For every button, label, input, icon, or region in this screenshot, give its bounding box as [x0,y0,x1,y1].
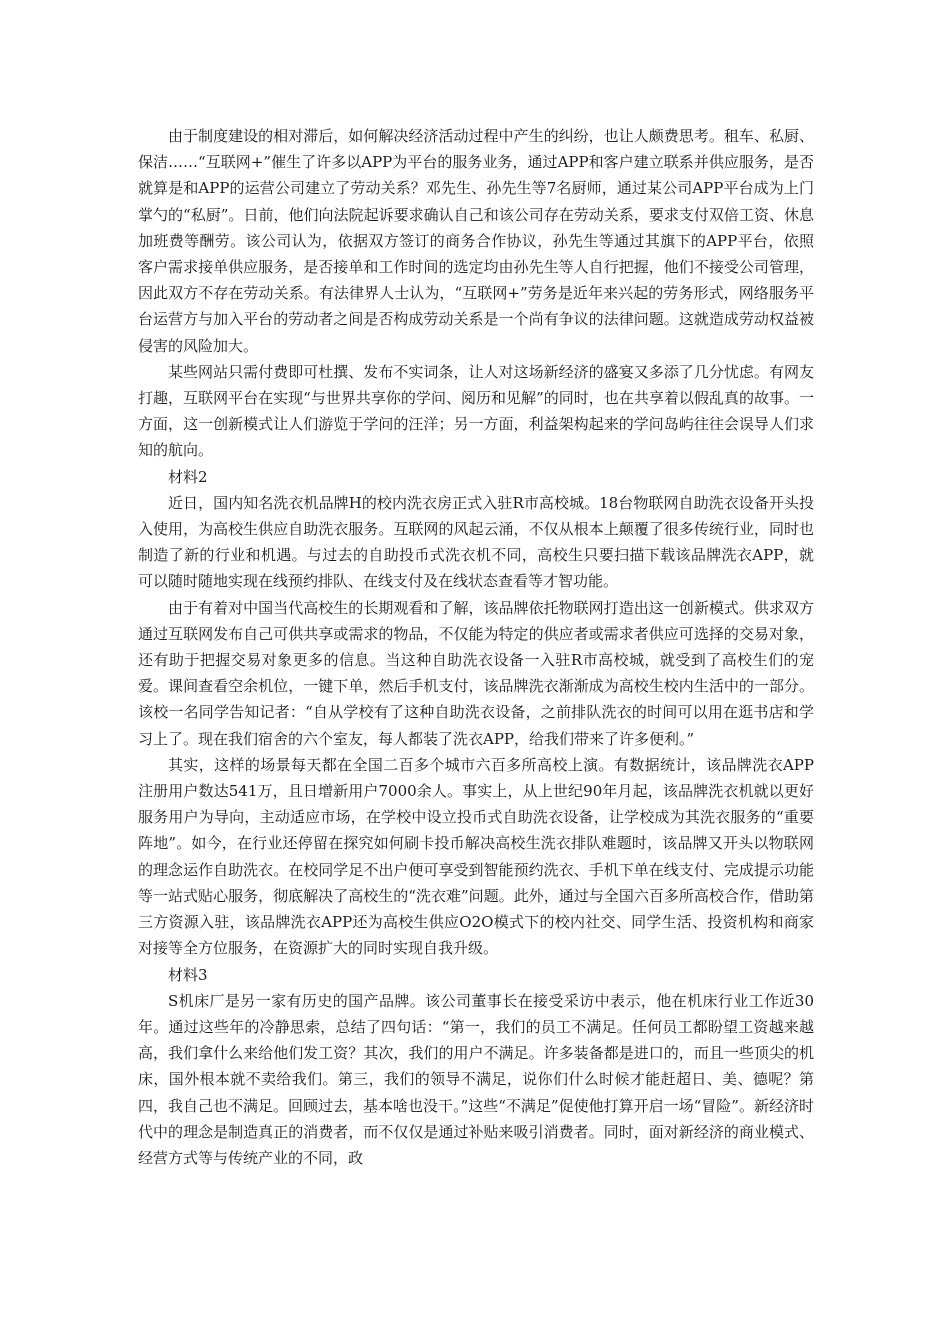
document-body [138,123,814,1171]
paragraph-laundry-model: 由于有着对中国当代高校生的长期观看和了解，该品牌依托物联网打造出这一创新模式。供求双方通过互联网发布自己可供共享或需求的物品，不仅能为特定的供应者或需求者供应可选择的交易对象，还有助于把握交易对象更多的信息。当这种自助洗衣设备一入驻R市高校城，就受到了高校生们的宠爱。课间查看空余机位，一键下单，然后手机支付，该品牌洗衣渐渐成为高校生校内生活中的一部分。该校一名同学告知记者：“自从学校有了这种自助洗衣设备，之前排队洗衣的时间可以用在逛书店和学习上了。现在我们宿舍的六个室友，每人都装了洗衣APP，给我们带来了许多便利。” [138,598,814,748]
section-heading-material-2: 材料2 [168,467,208,486]
paragraph-laundry-intro: 近日，国内知名洗衣机品牌H的校内洗衣房正式入驻R市高校城。18台物联网自助洗衣设备开头投入使用，为高校生供应自助洗衣服务。互联网的风起云涌，不仅从根本上颠覆了很多传统行业，同时也制造了新的行业和机遇。与过去的自助投币式洗衣机不同，高校生只要扫描下载该品牌洗衣APP，就可以随时随地实现在线预约排队、在线支付及在线状态查看等才智功能。 [138,493,814,591]
paragraph-labor-relations: 由于制度建设的相对滞后，如何解决经济活动过程中产生的纠纷，也让人颇费思考。租车、私厨、保洁……“互联网+”催生了许多以APP为平台的服务业务，通过APP和客户建立联系并供应服务，是否就算是和APP的运营公司建立了劳动关系？邓先生、孙先生等7名厨师，通过某公司APP平台成为上门掌勺的“私厨”。日前，他们向法院起诉要求确认自己和该公司存在劳动关系，要求支付双倍工资、休息加班费等酬劳。该公司认为，依据双方签订的商务合作协议，孙先生等通过其旗下的APP平台，依照客户需求接单供应服务，是否接单和工作时间的选定均由孙先生等人自行把握，他们不接受公司管理，因此双方不存在劳动关系。有法律界人士认为，“互联网+”劳务是近年来兴起的劳务形式，网络服务平台运营方与加入平台的劳动者之间是否构成劳动关系是一个尚有争议的法律问题。这就造成劳动权益被侵害的风险加大。 [138,127,814,355]
section-heading-material-3: 材料3 [168,965,208,984]
paragraph-fake-entries: 某些网站只需付费即可杜撰、发布不实词条，让人对这场新经济的盛宴又多添了几分忧虑。有网友打趣，互联网平台在实现“与世界共享你的学问、阅历和见解”的同时，也在共享着以假乱真的故事。一方面，这一创新模式让人们游览于学问的汪洋；另一方面，利益架构起来的学问岛屿往往会误导人们求知的航向。 [138,362,814,460]
paragraph-laundry-scale: 其实，这样的场景每天都在全国二百多个城市六百多所高校上演。有数据统计，该品牌洗衣APP注册用户数达541万，且日增新用户7000余人。事实上，从上世纪90年月起，该品牌洗衣机就以更好服务用户为导向，主动适应市场，在学校中设立投币式自助洗衣设备，让学校成为其洗衣服务的“重要阵地”。如今，在行业还停留在探究如何刷卡投币解决高校生洗衣排队难题时，该品牌又开头以物联网的理念运作自助洗衣。在校同学足不出户便可享受到智能预约洗衣、手机下单在线支付、完成提示功能等一站式贴心服务，彻底解决了高校生的“洗衣难”问题。此外，通过与全国六百多所高校合作，借助第三方资源入驻，该品牌洗衣APP还为高校生供应O2O模式下的校内社交、同学生活、投资机构和商家对接等全方位服务，在资源扩大的同时实现自我升级。 [138,755,814,958]
paragraph-machine-tool: S机床厂是另一家有历史的国产品牌。该公司董事长在接受采访中表示，他在机床行业工作近30年。通过这些年的冷静思索，总结了四句话：“第一，我们的员工不满足。任何员工都盼望工资越来越高，我们拿什么来给他们发工资？其次，我们的用户不满足。许多装备都是进口的，而且一些顶尖的机床，国外根本就不卖给我们。第三，我们的领导不满足，说你们什么时候才能赶超日、美、德呢？第四，我自己也不满足。回顾过去，基本啥也没干。”这些“不满足”促使他打算开启一场“冒险”。新经济时代中的理念是制造真正的消费者，而不仅仅是通过补贴来吸引消费者。同时，面对新经济的商业模式、经营方式等与传统产业的不同，政 [138,991,814,1167]
